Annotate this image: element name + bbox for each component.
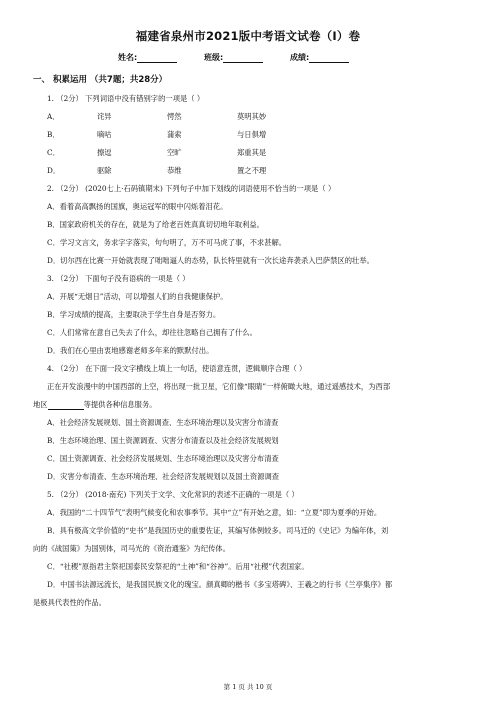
q1-option-b: B． 嘀咕 蒲索 与日俱增 [47,130,267,139]
class-label: 班级: [204,53,224,62]
q5-option-c: C．“社稷”原指君主祭祀国泰民安祭祀的“土神”和“谷神”。后用“社稷”代表国家。 [47,562,309,571]
q2-option-d: D．切尔西在比赛一开始就表现了咄咄逼人的态势，队长特里就有一次长途奔袭杀入巴萨禁区的壮举。 [47,256,374,265]
q4-option-c: C．国土资源调查、社会经济发展规划、生态环境治理以及灾害分布清查 [47,454,279,463]
q2-option-c: C．学习文言文，务求字字落实，句句明了，万不可马虎了事，不求甚解。 [47,238,287,247]
q4-answer-blank[interactable] [48,401,84,410]
q4-passage-line1: 正在开发浪漫中的中国西部的上空，将出现一批卫星，它们像“眼睛”一样俯瞰大地，通过遥感技术，为西部 [47,382,391,391]
class-blank[interactable] [223,54,263,63]
q5-option-d-line1: D．中国书法源远流长，是我国民族文化的瑰宝。颜真卿的楷书《多宝塔碑》、王羲之的行书《兰亭集序》都 [47,580,393,589]
q2-stem: 2. （2分） (2020七上·石码镇期末) 下列句子中加下划线的词语使用不恰当的一项是（ ） [47,184,336,193]
q3-option-c: C．人们常常在意自己失去了什么，却往往忽略自己拥有了什么。 [47,328,257,337]
q4-passage-line2: 地区 等提供各种信息服务。 [33,400,157,409]
name-blank[interactable] [137,54,177,63]
q1-option-d: D． 驱除 恭维 置之不理 [47,166,267,175]
q4-stem: 4. （2分） 在下面一段文字横线上填上一句话，使语意连贯，逻辑顺序合理（ ） [47,364,307,373]
q3-option-a: A．开展“无烟日”活动，可以增强人们的自我健康保护。 [47,292,228,301]
q5-option-b-line2: 向的《战国策》为国别体，司马光的《资治通鉴》为纪传体。 [33,544,231,553]
q3-stem: 3. （2分） 下面句子没有语病的一项是（ ） [47,274,190,283]
q1-stem: 1. （2分） 下列词语中没有错别字的一项是（ ） [47,94,205,103]
q5-option-b-line1: B．具有极高文学价值的“史书”是我国历史的重要佐证，其编写体例较多。司马迁的《史记》为编年体，刘 [47,526,389,535]
exam-title: 福建省泉州市2021版中考语文试卷（I）卷 [135,29,361,43]
q5-stem: 5. （2分） (2018·南充) 下列关于文学、文化常识的表述不正确的一项是（ ） [47,490,299,499]
section-heading: 一、 积累运用 （共7题；共28分） [33,75,168,85]
student-info-row [118,52,418,63]
q1-option-a: A． 诧异 愕然 莫明其妙 [47,112,267,121]
q5-option-d-line2: 是极具代表性的作品。 [33,598,106,607]
q4-option-a: A．社会经济发展规划、国土资源调查、生态环境治理以及灾害分布清查 [47,418,279,427]
q3-option-b: B．学习成绩的提高，主要取决于学生自身是否努力。 [47,310,221,319]
name-label: 姓名: [118,53,138,62]
q4-option-d: D．灾害分布清查、生态环境治理、社会经济发展规划以及国土资源调查 [47,472,280,481]
q2-option-b: B．国家政府机关的存在，就是为了给老百姓真真切切地年取利益。 [47,220,264,229]
q4-option-b: B．生态环境治理、国土资源调查、灾害分布清查以及社会经济发展规划 [47,436,279,445]
q1-option-c: C． 擦逗 空旷 郑重其是 [47,148,267,157]
page-footer: 第 1 页 共 10 页 [223,683,273,691]
score-label: 成绩: [290,53,310,62]
score-blank[interactable] [309,54,349,63]
q5-option-a: A．我国的“二十四节气”表明气候变化和农事季节。其中“立”有开始之意，如：“立夏”即为夏季的开始。 [47,508,382,517]
q2-option-a: A．看着高高飘扬的国旗，奥运冠军的眼中闪烁着泪花。 [47,202,228,211]
q3-option-d: D．我们在心里由衷地感谢老师多年来的默默付出。 [47,346,214,355]
